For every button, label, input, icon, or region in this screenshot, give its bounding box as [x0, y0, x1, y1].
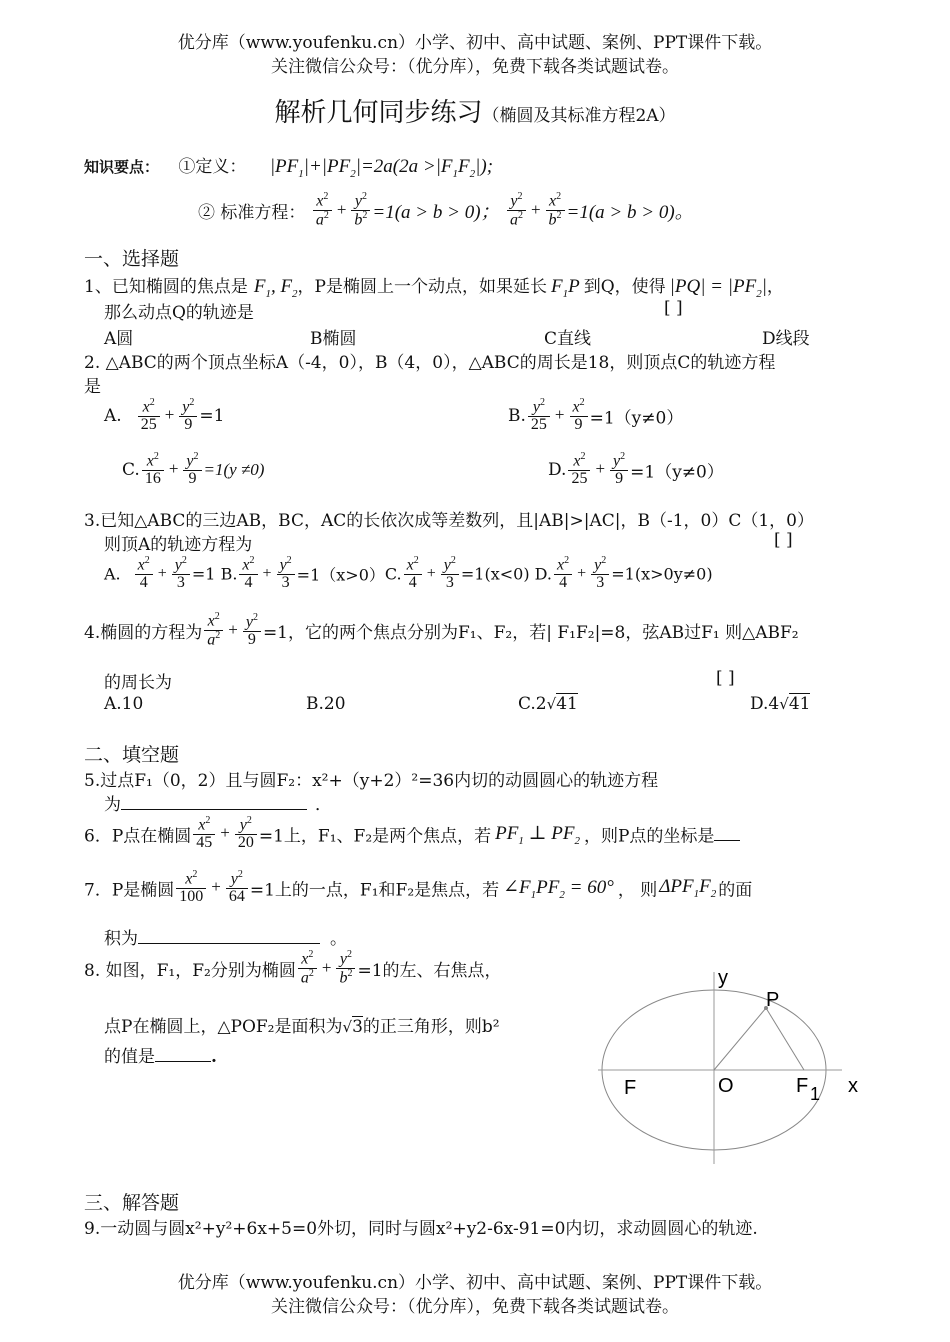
q3-line1: 3.已知△ABC的三边AB，BC，AC的长依次成等差数列，且|AB|>|AC|，B（-1，0）C（1，0） — [84, 511, 814, 531]
label-o: O — [718, 1075, 734, 1097]
standard-cond-2: =1(a > b > 0)。 — [566, 202, 694, 224]
q1-option-a: A圆 — [104, 329, 134, 349]
page-title — [0, 92, 950, 129]
frac-y2-a2: $\frac{y^2}{a^2}$ — [507, 192, 526, 229]
label-f: F — [624, 1077, 637, 1099]
label-y: y — [718, 967, 728, 989]
header-line2: 关注微信公众号：（优分库），免费下载各类试题试卷。 — [271, 57, 679, 77]
q8-answer-blank[interactable] — [155, 1047, 211, 1062]
segment-op — [714, 1008, 766, 1070]
q7-line2: 积为 。 — [104, 929, 347, 949]
q1-option-c: C直线 — [544, 329, 592, 349]
q4-option-a: A.10 — [104, 694, 144, 714]
q6-answer-blank[interactable] — [714, 826, 740, 841]
frac-y2-b2: $\frac{y^2}{b^2}$ — [351, 192, 370, 229]
section-answer-title: 三、解答题 — [84, 1192, 180, 1214]
knowledge-label: 知识要点： — [84, 158, 160, 176]
q3-bracket: [ ] — [774, 530, 793, 550]
header-line1: 优分库（www.youfenku.cn）小学、初中、高中试题、案例、PPT课件下载。 — [177, 33, 773, 53]
q5-answer-blank[interactable] — [121, 795, 307, 810]
q1-line1: 1、已知椭圆的焦点是 $F_1$, $F_2$，P是椭圆上一个动点，如果延长 $F_1P$ 到Q，使得 $|PQ| = |PF_2|$， — [84, 276, 784, 300]
q9-text: 9.一动圆与圆x²+y²+6x+5=0外切，同时与圆x²+y2-6x-91=0内切，求动圆圆心的轨迹. — [84, 1219, 758, 1239]
q1-line2: 那么动点Q的轨迹是 — [104, 303, 254, 323]
q2-option-a: A. $\frac{x^2}{25}$ + $\frac{y^2}{9}$ =1 — [104, 397, 225, 434]
frac-x2-a2: $\frac{x^2}{a^2}$ — [313, 192, 332, 229]
ellipse-figure — [590, 960, 870, 1170]
label-p: P — [766, 989, 780, 1011]
q2-line1: 2. △ABC的两个顶点坐标A（-4，0），B（4，0），△ABC的周长是18，则顶点C的轨迹方程 — [84, 353, 776, 373]
knowledge-standard-row: ② 标准方程： $\frac{x^2}{a^2}$ + $\frac{y^2}{b^2}$ =1(a > b > 0)； $\frac{y^2}{a^2}$ + $\frac{x^2}{b^2}$ =1(a > b > 0)。 — [198, 191, 694, 229]
definition-formula: $|PF_1|+|PF_2|=2a(2a >|F_1F_2|)$; — [269, 156, 494, 180]
q8-line1: 8. 如图，F₁，F₂分别为椭圆 $\frac{x^2}{a^2}$ + $\frac{y^2}{b^2}$ =1的左、右焦点， — [84, 949, 502, 987]
q2-option-b: B. $\frac{y^2}{25}$ + $\frac{x^2}{9}$ =1（y≠0） — [508, 397, 684, 434]
standard-label: ② 标准方程： — [198, 203, 306, 224]
q1-bracket: [ ] — [664, 298, 683, 318]
label-x: x — [848, 1075, 858, 1097]
q4-option-d: D.4√41 — [750, 694, 811, 714]
standard-cond-1: =1(a > b > 0)； — [372, 202, 500, 224]
q8-line2: 点P在椭圆上，△POF₂是面积为√3的正三角形，则b² — [104, 1017, 500, 1037]
q7-line1: 7．P是椭圆 $\frac{x^2}{100}$ + $\frac{y^2}{64}$ =1上的一点，F₁和F₂是焦点，若 $\angle F_1PF_2 = 60^\circ$ ， 则 $\Delta PF_1F_2$ 的面 — [84, 869, 753, 906]
footer-line2: 关注微信公众号：（优分库），免费下载各类试题试卷。 — [271, 1297, 679, 1317]
q5-line2: 为 ． — [104, 795, 332, 815]
section-choice-title: 一、选择题 — [84, 248, 180, 270]
q4-option-c: C.2√41 — [518, 694, 578, 714]
q4-option-b: B.20 — [306, 694, 346, 714]
q3-line2: 则顶A的轨迹方程为 — [104, 535, 253, 555]
title-main: 解析几何同步练习 — [274, 98, 483, 128]
q3-options: A. $\frac{x^2}{4}$ + $\frac{y^2}{3}$ =1 B. $\frac{x^2}{4}$ + $\frac{y^2}{3}$ =1（x>0）C. $\frac{x^2}{4}$ + $\frac{y^2}{3}$ =1(x<0) D. $\frac{x^2}{4}$ + $\frac{y^2}{3}$ =1(x>0y≠0) — [104, 555, 713, 592]
definition-label: ①定义： — [178, 157, 247, 177]
q6-line: 6．P点在椭圆 $\frac{x^2}{45}$ + $\frac{y^2}{20}$ =1上，F₁、F₂是两个焦点，若 $PF_1$ ⊥ $PF_2$ ，则P点的坐标是 — [84, 816, 740, 852]
q4-bracket: [ ] — [716, 668, 735, 688]
q5-line1: 5.过点F₁（0，2）且与圆F₂：x²+（y+2）²=36内切的动圆圆心的轨迹方程 — [84, 771, 659, 791]
q7-answer-blank[interactable] — [138, 929, 320, 944]
section-fill-title: 二、填空题 — [84, 744, 180, 766]
q2-option-c: C. $\frac{x^2}{16}$ + $\frac{y^2}{9}$ =1(y ≠0) — [122, 451, 265, 488]
q1-option-d: D线段 — [762, 329, 810, 349]
q4-line1: 4.椭圆的方程为 $\frac{x^2}{a^2}$ + $\frac{y^2}{9}$ =1，它的两个焦点分别为F₁、F₂，若| F₁F₂|=8，弦AB过F₁ 则△ABF₂ — [84, 611, 799, 649]
label-f1-sub: 1 — [810, 1084, 821, 1104]
frac-x2-b2: $\frac{x^2}{b^2}$ — [546, 192, 565, 229]
footer-line1: 优分库（www.youfenku.cn）小学、初中、高中试题、案例、PPT课件下载。 — [177, 1273, 773, 1293]
title-sub: （椭圆及其标准方程2A） — [482, 106, 676, 126]
q2-option-d: D. $\frac{x^2}{25}$ + $\frac{y^2}{9}$ =1（y≠0） — [548, 451, 724, 488]
q1-option-b: B椭圆 — [310, 329, 357, 349]
q2-line2: 是 — [84, 377, 101, 397]
q8-line3: 的值是 . — [104, 1047, 217, 1067]
knowledge-definition-row — [84, 152, 493, 180]
q4-line2: 的周长为 — [104, 673, 172, 693]
label-f1: F — [796, 1075, 809, 1097]
